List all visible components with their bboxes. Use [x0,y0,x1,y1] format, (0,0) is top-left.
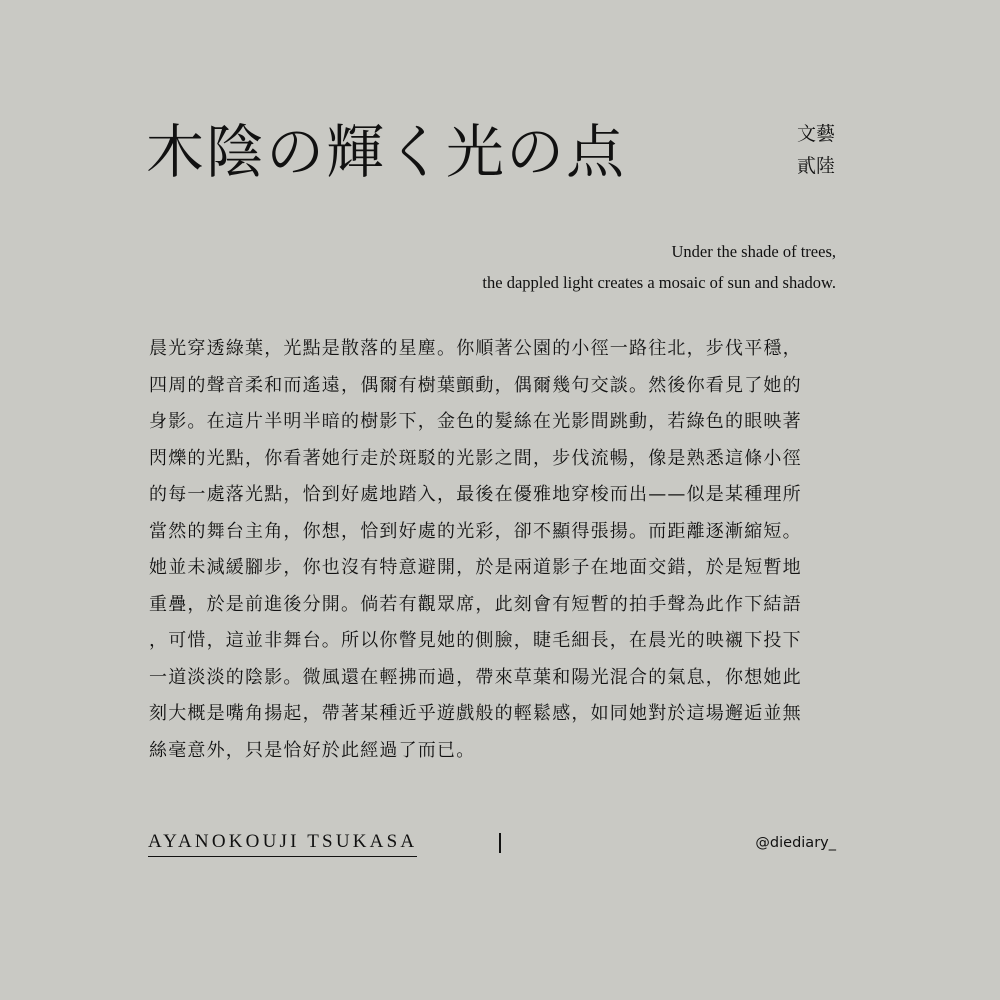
body-line: 的每一處落光點，恰到好處地踏入，最後在優雅地穿梭而出——似是某種理所 [149,484,802,505]
body-line: 刻大概是嘴角揚起，帶著某種近乎遊戲般的輕鬆感，如同她對於這場邂逅並無 [149,703,802,724]
body-line: 她並未減緩腳步，你也沒有特意避開，於是兩道影子在地面交錯，於是短暫地 [149,557,802,578]
body-line: ，可惜，這並非舞台。所以你瞥見她的側臉，睫毛細長，在晨光的映襯下投下 [149,630,802,651]
tag-category: 文藝 [796,123,835,145]
body-line: 身影。在這片半明半暗的樹影下，金色的髮絲在光影間跳動，若綠色的眼映著 [149,411,802,432]
subtitle [482,236,836,298]
tag-number: 貳陸 [796,155,835,177]
body-line: 重疊，於是前進後分開。倘若有觀眾席，此刻會有短暫的拍手聲為此作下結語 [149,593,802,615]
author-name: AYANOKOUJI TSUKASA [148,830,417,857]
body-line: 絲毫意外，只是恰好於此經過了而已。 [149,739,476,761]
category-tags [797,118,835,182]
subtitle-line-2: the dappled light creates a mosaic of sun and shadow. [482,273,836,292]
body-line: 一道淡淡的陰影。微風還在輕拂而過，帶來草葉和陽光混合的氣息，你想她此 [149,666,802,688]
footer-divider [499,833,501,853]
page-title: 木陰の輝く光の点 [146,118,627,186]
body-line: 當然的舞台主角，你想，恰到好處的光彩，卻不顯得張揚。而距離逐漸縮短。 [149,520,802,542]
body-line: 閃爍的光點，你看著她行走於斑駁的光影之間，步伐流暢，像是熟悉這條小徑 [149,447,802,469]
social-handle: @diediary_ [755,835,836,851]
body-line: 四周的聲音柔和而遙遠，偶爾有樹葉顫動，偶爾幾句交談。然後你看見了她的 [149,374,802,396]
subtitle-line-1: Under the shade of trees, [671,242,836,261]
body-line: 晨光穿透綠葉，光點是散落的星塵。你順著公園的小徑一路往北，步伐平穩， [149,338,802,359]
body-paragraph [149,331,849,769]
